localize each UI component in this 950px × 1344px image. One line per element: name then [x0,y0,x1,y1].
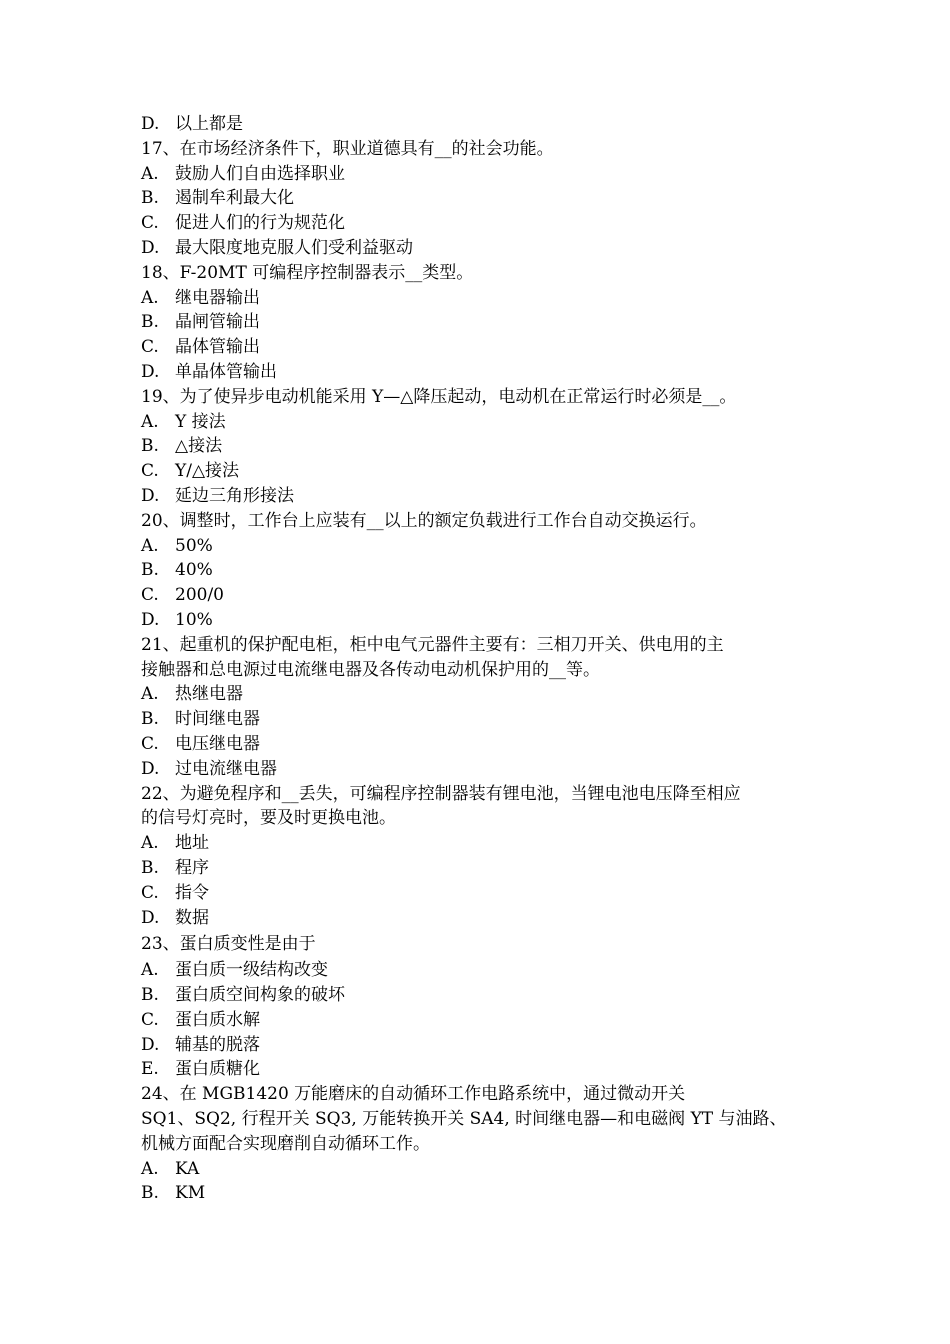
option-text: Y/△接法 [175,461,240,482]
answer-option [141,608,821,633]
option-letter: B. [141,188,159,209]
option-text: 促进人们的行为规范化 [175,213,345,234]
option-letter: D. [141,1034,160,1055]
answer-option [141,534,821,559]
option-text: KM [175,1183,206,1204]
option-letter: D. [141,237,160,258]
question-text: 23、蛋白质变性是由于 [141,934,316,955]
question-text: SQ1、SQ2, 行程开关 SQ3, 万能转换开关 SA4, 时间继电器—和电磁阀 YT 与油路、 [141,1109,787,1130]
option-letter: D. [141,609,160,630]
option-text: Y 接法 [175,411,226,432]
option-text: 过电流继电器 [175,758,277,779]
answer-option [141,484,821,509]
answer-option [141,310,821,335]
option-text: 继电器输出 [175,287,260,308]
question-text: 18、F-20MT 可编程序控制器表示__类型。 [141,262,474,283]
option-letter: B. [141,436,159,457]
option-letter: B. [141,560,159,581]
option-letter: A. [141,1158,159,1179]
option-letter: D. [141,758,160,779]
option-text: 以上都是 [175,114,243,134]
answer-option [141,112,821,137]
option-letter: A. [141,163,159,184]
option-text: 电压继电器 [175,733,260,754]
option-text: 数据 [175,907,209,928]
option-letter: C. [141,882,159,903]
document-page [141,112,821,1206]
option-letter: C. [141,733,159,754]
answer-option [141,236,821,261]
answer-option [141,459,821,484]
answer-option [141,360,821,385]
option-text: 蛋白质一级结构改变 [175,960,328,981]
option-letter: D. [141,907,160,928]
question-text: 19、为了使异步电动机能采用 Y—△降压起动，电动机在正常运行时必须是__。 [141,386,737,407]
option-text: 50% [175,535,213,556]
option-letter: C. [141,461,159,482]
option-letter: D. [141,361,160,382]
option-text: 延边三角形接法 [175,485,294,506]
answer-option [141,186,821,211]
answer-option [141,583,821,608]
option-letter: B. [141,312,159,333]
option-letter: E. [141,1059,159,1080]
option-text: 40% [175,560,213,581]
answer-option [141,757,821,782]
answer-option [141,881,821,906]
option-text: 晶体管输出 [175,337,260,358]
answer-option [141,958,821,983]
option-text: 200/0 [175,585,224,606]
answer-option [141,682,821,707]
answer-option [141,906,821,931]
option-letter: A. [141,684,159,705]
question-text: 21、起重机的保护配电柜，柜中电气元器件主要有：三相刀开关、供电用的主 [141,634,724,655]
question-text: 机械方面配合实现磨削自动循环工作。 [141,1133,430,1154]
option-text: 蛋白质水解 [175,1009,260,1030]
option-text: 单晶体管输出 [175,361,277,382]
option-text: 时间继电器 [175,709,260,730]
answer-option [141,162,821,187]
option-text: 鼓励人们自由选择职业 [175,163,345,184]
question-text: 接触器和总电源过电流继电器及各传动电动机保护用的__等。 [141,659,600,680]
question-text: 22、为避免程序和__丢失，可编程序控制器装有锂电池，当锂电池电压降至相应 [141,783,741,804]
answer-option [141,1057,821,1082]
option-text: 热继电器 [175,684,243,705]
option-letter: D. [141,485,160,506]
answer-option [141,286,821,311]
option-text: 晶闸管输出 [175,312,260,333]
option-text: 最大限度地克服人们受利益驱动 [175,237,413,258]
option-text: 蛋白质空间构象的破坏 [175,985,345,1006]
question-text: 的信号灯亮时，要及时更换电池。 [141,808,396,829]
answer-option [141,856,821,881]
answer-option [141,1008,821,1033]
option-letter: A. [141,535,159,556]
option-text: 程序 [175,857,209,878]
answer-option [141,434,821,459]
answer-option [141,1157,821,1182]
option-text: △接法 [175,436,223,457]
answer-option [141,732,821,757]
option-text: 指令 [175,882,209,903]
option-text: 10% [175,609,213,630]
answer-option [141,335,821,360]
option-letter: A. [141,287,159,308]
question-text: 24、在 MGB1420 万能磨床的自动循环工作电路系统中，通过微动开关 [141,1084,686,1105]
answer-option [141,410,821,435]
option-letter: D. [141,114,160,134]
option-text: 辅基的脱落 [175,1034,260,1055]
option-text: 地址 [175,833,209,854]
option-text: 遏制牟利最大化 [175,188,294,209]
answer-option [141,1181,821,1206]
answer-option [141,558,821,583]
answer-option [141,831,821,856]
answer-option [141,707,821,732]
option-letter: B. [141,1183,159,1204]
option-letter: B. [141,709,159,730]
option-letter: B. [141,985,159,1006]
option-letter: A. [141,833,159,854]
option-letter: B. [141,857,159,878]
option-text: 蛋白质糖化 [175,1059,260,1080]
question-text: 20、调整时，工作台上应装有__以上的额定负载进行工作台自动交换运行。 [141,510,707,531]
answer-option [141,211,821,236]
answer-option [141,983,821,1008]
option-letter: C. [141,585,159,606]
option-letter: A. [141,960,159,981]
option-text: KA [175,1158,200,1179]
option-letter: C. [141,337,159,358]
answer-option [141,1033,821,1058]
option-letter: A. [141,411,159,432]
question-text: 17、在市场经济条件下，职业道德具有__的社会功能。 [141,138,554,159]
option-letter: C. [141,213,159,234]
option-letter: C. [141,1009,159,1030]
